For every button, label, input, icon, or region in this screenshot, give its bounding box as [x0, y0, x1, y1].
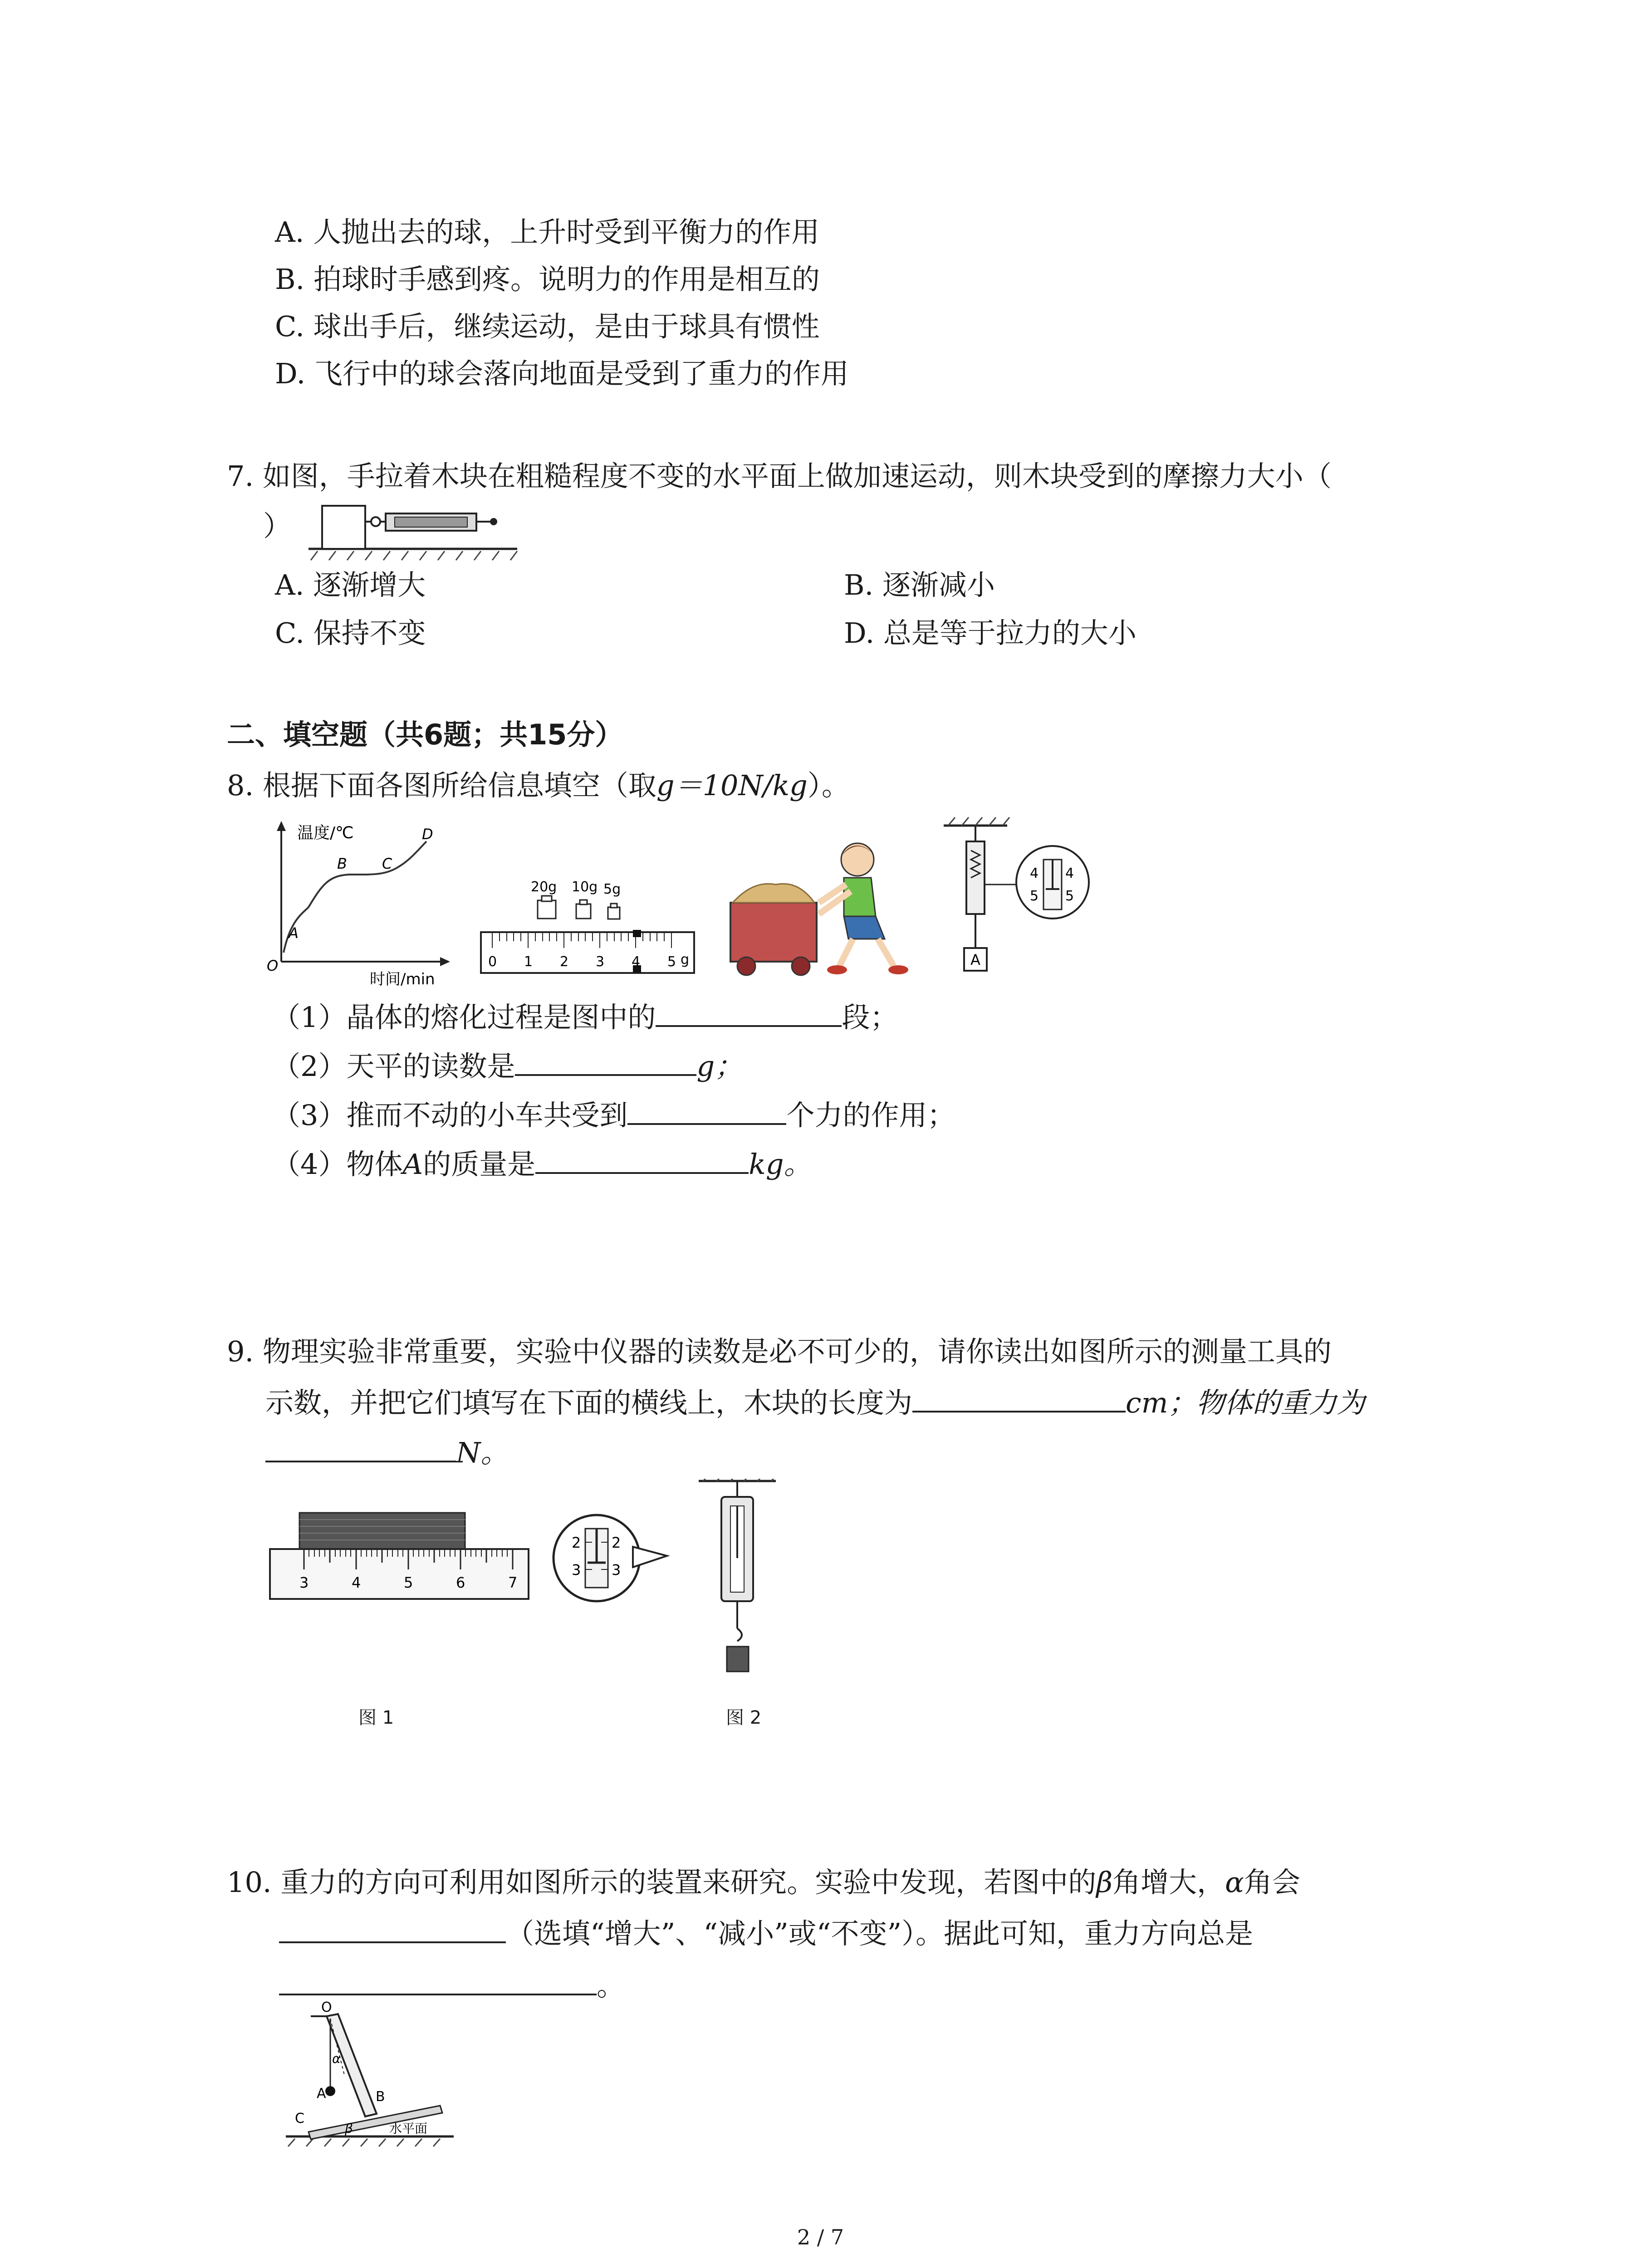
- q6-option-b: B. 拍球时手感到疼。说明力的作用是相互的: [275, 263, 820, 296]
- q9-weight-blank[interactable]: [265, 1433, 456, 1462]
- balance-tick-0: 0: [488, 954, 497, 970]
- q8-part-4-end: kg。: [749, 1148, 812, 1181]
- ruler-figure: [270, 1513, 529, 1599]
- gauge-tick-3-right: 3: [612, 1561, 621, 1579]
- balance-tick-5: 5: [667, 954, 676, 970]
- ruler-tick-7: 7: [508, 1574, 518, 1591]
- q8-stem: [227, 767, 850, 804]
- q8-part-4-blank[interactable]: [535, 1145, 749, 1174]
- q8-part-4-object: A: [402, 1148, 423, 1181]
- q10-angle-blank[interactable]: [279, 1914, 506, 1943]
- fig-alpha: α: [332, 2051, 341, 2066]
- graph-point-d: D: [422, 826, 433, 843]
- q8-part-4: [272, 1145, 812, 1183]
- q9-length-blank[interactable]: [912, 1383, 1126, 1413]
- graph-xlabel: 时间/min: [370, 970, 435, 988]
- spring-gauge-figure: [554, 1479, 778, 1672]
- scale-tick-5-left: 5: [1030, 888, 1039, 904]
- q7-option-d: D. 总是等于拉力的大小: [844, 616, 1136, 650]
- fig-point-o: O: [321, 2000, 332, 2015]
- q8-part-3-blank[interactable]: [627, 1096, 786, 1125]
- graph-origin: O: [267, 957, 279, 974]
- q10-line-2-text: （选填“增大”、“减小”或“不变”）。据此可知，重力方向总是: [506, 1917, 1254, 1950]
- q8-part-1: [272, 998, 898, 1036]
- figure-1-caption: 图 1: [358, 1707, 394, 1728]
- q6-option-a: A. 人抛出去的球，上升时受到平衡力的作用: [275, 215, 820, 249]
- scale-tick-4-left: 4: [1030, 865, 1039, 881]
- q8-part-4-text: （4）物体: [272, 1148, 403, 1181]
- q10-line-1-text2: 角增大，: [1112, 1866, 1225, 1899]
- q10-alpha-symbol: α: [1225, 1866, 1244, 1899]
- graph-ylabel: 温度/℃: [297, 824, 354, 842]
- weight-5g-label: 5g: [603, 881, 621, 897]
- balance-reading: [481, 879, 694, 973]
- ruler-tick-4: 4: [352, 1574, 361, 1591]
- q10-gravity-figure: [277, 2000, 467, 2150]
- ruler-tick-3: 3: [299, 1574, 309, 1591]
- q8-part-3-end: 个力的作用；: [786, 1099, 955, 1132]
- q8-figures: [254, 816, 1161, 998]
- q9-line-2: [265, 1383, 1365, 1421]
- page-number: 2 / 7: [797, 2225, 844, 2249]
- scale-tick-5-right: 5: [1065, 888, 1074, 904]
- figure-2-caption: 图 2: [726, 1707, 762, 1728]
- q8-part-1-end: 段；: [842, 1001, 898, 1034]
- weight-10g-label: 10g: [572, 879, 598, 895]
- q8-part-1-text: （1）晶体的熔化过程是图中的: [272, 1001, 656, 1034]
- balance-tick-2: 2: [560, 954, 569, 970]
- fig-point-b: B: [376, 2089, 385, 2105]
- gauge-tick-2-right: 2: [612, 1534, 621, 1551]
- weight-20g-label: 20g: [531, 879, 557, 895]
- balance-tick-3: 3: [596, 954, 605, 970]
- graph-point-c: C: [382, 855, 392, 872]
- q6-option-c: C. 球出手后，继续运动，是由于球具有惯性: [275, 310, 820, 343]
- section-title: 二、填空题（共6题；共15分）: [227, 718, 623, 751]
- q8-part-2-blank[interactable]: [515, 1047, 696, 1076]
- q10-direction-blank[interactable]: [279, 1966, 597, 1995]
- q10-line-1: [227, 1864, 1300, 1901]
- scale-block-label: A: [970, 951, 980, 968]
- q8-part-2-end: g；: [696, 1050, 743, 1083]
- q9-line-2-end: cm；物体的重力为: [1126, 1386, 1365, 1419]
- q7-option-c: C. 保持不变: [275, 616, 426, 650]
- q7-stem: 7. 如图，手拉着木块在粗糙程度不变的水平面上做加速运动，则木块受到的摩擦力大小（: [227, 459, 1332, 493]
- q10-line-1-end: 角会: [1244, 1866, 1301, 1899]
- q8-part-3: [272, 1096, 955, 1134]
- q10-beta-symbol: β: [1096, 1866, 1113, 1899]
- melting-graph: [267, 821, 450, 988]
- fig-beta: β: [345, 2121, 353, 2136]
- q7-block-figure: [299, 494, 535, 567]
- q9-line-2-text: 示数，并把它们填写在下面的横线上，木块的长度为: [265, 1386, 913, 1419]
- ruler-tick-5: 5: [404, 1574, 413, 1591]
- q10-line-3-end: 。: [597, 1969, 625, 2002]
- q9-line-3-end: N。: [456, 1436, 509, 1469]
- fig-point-a: A: [317, 2086, 326, 2102]
- q8-stem-end: ）。: [807, 769, 850, 802]
- spring-scale-figure: [944, 817, 1089, 971]
- balance-unit: g: [681, 952, 690, 968]
- gauge-tick-3-left: 3: [572, 1561, 581, 1579]
- graph-point-a: A: [289, 924, 299, 942]
- q10-line-1-text: 10. 重力的方向可利用如图所示的装置来研究。实验中发现，若图中的: [227, 1866, 1097, 1899]
- q8-part-1-blank[interactable]: [656, 998, 842, 1027]
- scale-tick-4-right: 4: [1065, 865, 1074, 881]
- q7-close-paren: ）: [263, 509, 292, 543]
- balance-tick-1: 1: [524, 954, 533, 970]
- q7-option-a: A. 逐渐增大: [275, 568, 426, 601]
- q8-part-2-text: （2）天平的读数是: [272, 1050, 515, 1083]
- q9-figures: [268, 1479, 803, 1687]
- q8-part-4-text2: 的质量是: [423, 1148, 536, 1181]
- balance-tick-4: 4: [632, 954, 641, 970]
- fig-surface-label: 水平面: [389, 2121, 428, 2136]
- q8-g-expression: g＝10N/kg: [656, 769, 808, 802]
- q6-option-d: D. 飞行中的球会落向地面是受到了重力的作用: [275, 357, 849, 390]
- graph-point-b: B: [337, 855, 347, 872]
- q7-option-b: B. 逐渐减小: [844, 568, 995, 601]
- boy-pushing-cart: [730, 843, 908, 975]
- q8-part-3-text: （3）推而不动的小车共受到: [272, 1099, 628, 1132]
- q8-part-2: [272, 1047, 743, 1085]
- gauge-tick-2-left: 2: [572, 1534, 581, 1551]
- q10-line-2: [279, 1914, 1253, 1952]
- q9-line-1: 9. 物理实验非常重要，实验中仪器的读数是必不可少的，请你读出如图所示的测量工具的: [227, 1335, 1332, 1368]
- ruler-tick-6: 6: [456, 1574, 465, 1591]
- q10-line-3: [279, 1966, 625, 2004]
- q8-stem-text: 8. 根据下面各图所给信息填空（取: [227, 769, 656, 802]
- fig-point-c: C: [295, 2111, 304, 2126]
- q9-line-3: [265, 1433, 509, 1471]
